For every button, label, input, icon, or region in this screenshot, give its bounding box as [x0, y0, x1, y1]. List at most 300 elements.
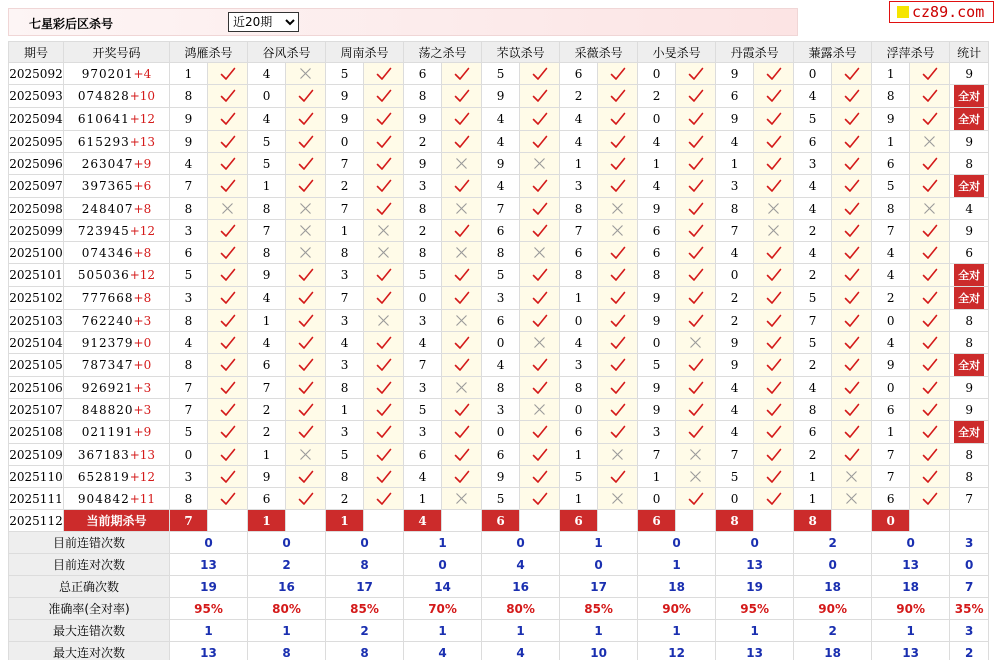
check-icon: [286, 135, 325, 149]
result-mark-cell: [364, 332, 404, 354]
draw-add-number: +0: [133, 335, 152, 350]
kill-number-cell: 6: [248, 488, 286, 510]
check-icon: [520, 425, 559, 439]
draw-add-number: +8: [133, 245, 152, 260]
check-icon: [208, 89, 247, 103]
result-mark-cell: [208, 85, 248, 108]
kill-number-cell: 9: [326, 108, 364, 131]
check-icon: [832, 157, 871, 171]
cross-icon: [442, 314, 481, 327]
check-icon: [286, 336, 325, 350]
check-icon: [442, 67, 481, 81]
check-icon: [598, 67, 637, 81]
empty-stat-cell: [950, 510, 989, 532]
check-icon: [442, 89, 481, 103]
summary-value: 90%: [794, 598, 872, 620]
kill-number-cell: 4: [716, 131, 754, 153]
current-kill-number: 1: [326, 510, 364, 532]
check-icon: [598, 470, 637, 484]
kill-number-cell: 6: [872, 488, 910, 510]
summary-value: 1: [716, 620, 794, 642]
check-icon: [364, 358, 403, 372]
kill-number-cell: 6: [794, 421, 832, 444]
kill-number-cell: 3: [716, 175, 754, 198]
kill-number-cell: 7: [170, 377, 208, 399]
result-mark-cell: [520, 220, 560, 242]
kill-number-cell: 4: [170, 153, 208, 175]
result-mark-cell: [832, 444, 872, 466]
period-cell: 2025100: [9, 242, 64, 264]
check-icon: [286, 358, 325, 372]
summary-label: 总正确次数: [9, 576, 170, 598]
kill-number-cell: 1: [326, 399, 364, 421]
result-mark-cell: [364, 264, 404, 287]
kill-number-cell: 0: [482, 332, 520, 354]
check-icon: [208, 381, 247, 395]
summary-value: 1: [560, 532, 638, 554]
result-mark-cell: [910, 220, 950, 242]
kill-number-cell: 0: [872, 377, 910, 399]
stat-cell: 9: [950, 220, 989, 242]
kill-number-cell: 6: [482, 444, 520, 466]
summary-stat-value: 3: [950, 620, 989, 642]
result-mark-cell: [598, 310, 638, 332]
current-kill-number: 0: [872, 510, 910, 532]
kill-number-cell: 0: [482, 421, 520, 444]
kill-number-cell: 8: [170, 85, 208, 108]
result-mark-cell: [520, 198, 560, 220]
kill-number-cell: 1: [872, 131, 910, 153]
summary-value: 0: [404, 554, 482, 576]
check-icon: [676, 246, 715, 260]
summary-value: 0: [794, 554, 872, 576]
result-mark-cell: [676, 377, 716, 399]
kill-number-cell: 0: [638, 488, 676, 510]
kill-number-cell: 8: [872, 85, 910, 108]
cross-icon: [910, 202, 949, 215]
check-icon: [520, 89, 559, 103]
result-mark-cell: [208, 131, 248, 153]
draw-numbers-cell: [64, 220, 170, 242]
kill-number-cell: 0: [638, 332, 676, 354]
result-mark-cell: [598, 108, 638, 131]
result-mark-cell: [364, 399, 404, 421]
check-icon: [676, 179, 715, 193]
check-icon: [364, 403, 403, 417]
cross-icon: [208, 202, 247, 215]
result-mark-cell: [832, 421, 872, 444]
kill-number-cell: 4: [482, 131, 520, 153]
check-icon: [754, 314, 793, 328]
current-kill-number: 6: [560, 510, 598, 532]
table-row: [9, 332, 989, 354]
result-mark-cell: [598, 488, 638, 510]
all-correct-badge: 全对: [954, 354, 984, 376]
result-mark-cell: [598, 444, 638, 466]
summary-value: 0: [326, 532, 404, 554]
summary-value: 18: [638, 576, 716, 598]
kill-number-cell: 0: [404, 287, 442, 310]
period-cell: 2025108: [9, 421, 64, 444]
stat-cell: 8: [950, 444, 989, 466]
kill-number-cell: 1: [638, 466, 676, 488]
kill-number-cell: 4: [716, 377, 754, 399]
result-mark-cell: [442, 85, 482, 108]
result-mark-cell: [832, 287, 872, 310]
check-icon: [676, 492, 715, 506]
result-mark-cell: [910, 310, 950, 332]
table-row: [9, 287, 989, 310]
kill-number-cell: 4: [794, 85, 832, 108]
check-icon: [676, 202, 715, 216]
draw-numbers: 926921: [81, 380, 134, 395]
check-icon: [364, 157, 403, 171]
result-mark-cell: [442, 399, 482, 421]
check-icon: [754, 67, 793, 81]
table-row: [9, 264, 989, 287]
result-mark-cell: [208, 466, 248, 488]
summary-row: [9, 598, 989, 620]
period-cell: 2025094: [9, 108, 64, 131]
result-mark-cell: [676, 399, 716, 421]
result-mark-cell: [364, 354, 404, 377]
col-header-expert: 芣苡杀号: [482, 42, 560, 63]
check-icon: [364, 112, 403, 126]
kill-number-cell: 2: [716, 310, 754, 332]
table-header-row: [9, 42, 989, 63]
check-icon: [754, 89, 793, 103]
draw-numbers-cell: [64, 399, 170, 421]
summary-stat-value: 2: [950, 642, 989, 660]
summary-value: 2: [248, 554, 326, 576]
current-kill-number: 7: [170, 510, 208, 532]
result-mark-cell: [832, 466, 872, 488]
stat-cell: 8: [950, 466, 989, 488]
check-icon: [520, 67, 559, 81]
draw-add-number: +9: [133, 425, 152, 439]
result-mark-cell: [286, 310, 326, 332]
kill-number-cell: 2: [794, 220, 832, 242]
draw-numbers: 021191: [81, 425, 134, 439]
result-mark-cell: [442, 310, 482, 332]
result-mark-cell: [910, 153, 950, 175]
summary-value: 1: [482, 620, 560, 642]
summary-value: 8: [248, 642, 326, 660]
check-icon: [442, 358, 481, 372]
result-mark-cell: [832, 63, 872, 85]
check-icon: [754, 112, 793, 126]
summary-value: 19: [716, 576, 794, 598]
result-mark-cell: [442, 332, 482, 354]
current-period-row: [9, 510, 989, 532]
result-mark-cell: [754, 310, 794, 332]
col-header-expert: 小旻杀号: [638, 42, 716, 63]
kill-number-cell: 2: [638, 85, 676, 108]
summary-value: 95%: [716, 598, 794, 620]
kill-number-cell: 3: [794, 153, 832, 175]
result-mark-cell: [598, 63, 638, 85]
check-icon: [208, 358, 247, 372]
check-icon: [520, 492, 559, 506]
draw-numbers: 904842: [77, 491, 130, 506]
kill-number-table: [8, 41, 989, 660]
kill-number-cell: 1: [872, 421, 910, 444]
check-icon: [520, 470, 559, 484]
result-mark-cell: [832, 153, 872, 175]
kill-number-cell: 7: [638, 444, 676, 466]
result-mark-cell: [286, 242, 326, 264]
check-icon: [364, 291, 403, 305]
check-icon: [832, 112, 871, 126]
check-icon: [208, 246, 247, 260]
result-mark-cell: [910, 444, 950, 466]
check-icon: [832, 336, 871, 350]
result-mark-cell: [208, 175, 248, 198]
summary-row: [9, 554, 989, 576]
result-mark-cell: [754, 198, 794, 220]
col-header-expert: 采薇杀号: [560, 42, 638, 63]
check-icon: [910, 403, 949, 417]
kill-number-cell: 4: [794, 198, 832, 220]
cross-icon: [832, 492, 871, 505]
empty-cell: [832, 510, 872, 532]
stat-cell: [950, 85, 989, 108]
result-mark-cell: [910, 287, 950, 310]
draw-numbers-cell: [64, 354, 170, 377]
kill-number-cell: 7: [326, 198, 364, 220]
summary-value: 13: [170, 642, 248, 660]
result-mark-cell: [520, 175, 560, 198]
kill-number-cell: 7: [248, 220, 286, 242]
kill-number-cell: 4: [794, 242, 832, 264]
result-mark-cell: [364, 377, 404, 399]
cross-icon: [520, 157, 559, 170]
result-mark-cell: [910, 242, 950, 264]
draw-numbers-cell: [64, 421, 170, 444]
check-icon: [442, 224, 481, 238]
current-kill-number: 6: [638, 510, 676, 532]
result-mark-cell: [520, 488, 560, 510]
result-mark-cell: [832, 175, 872, 198]
summary-value: 70%: [404, 598, 482, 620]
check-icon: [286, 112, 325, 126]
result-mark-cell: [520, 264, 560, 287]
draw-add-number: +13: [129, 134, 156, 149]
draw-numbers: 610641: [77, 112, 130, 126]
period-cell: 2025097: [9, 175, 64, 198]
check-icon: [910, 291, 949, 305]
all-correct-badge: 全对: [954, 421, 984, 443]
cross-icon: [520, 246, 559, 259]
draw-numbers: 248407: [81, 201, 134, 216]
summary-value: 1: [638, 554, 716, 576]
kill-number-cell: 5: [872, 175, 910, 198]
check-icon: [832, 403, 871, 417]
result-mark-cell: [520, 421, 560, 444]
result-mark-cell: [364, 242, 404, 264]
kill-number-cell: 3: [560, 354, 598, 377]
summary-value: 13: [170, 554, 248, 576]
check-icon: [754, 268, 793, 282]
result-mark-cell: [208, 444, 248, 466]
kill-number-cell: 5: [170, 421, 208, 444]
result-mark-cell: [520, 466, 560, 488]
kill-number-cell: 2: [794, 354, 832, 377]
result-mark-cell: [520, 354, 560, 377]
cross-icon: [286, 202, 325, 215]
draw-numbers: 263047: [81, 156, 134, 171]
check-icon: [208, 336, 247, 350]
kill-number-cell: 5: [794, 108, 832, 131]
result-mark-cell: [676, 63, 716, 85]
summary-row: [9, 532, 989, 554]
check-icon: [754, 358, 793, 372]
draw-numbers: 970201: [81, 66, 134, 81]
stat-cell: [950, 175, 989, 198]
result-mark-cell: [598, 399, 638, 421]
result-mark-cell: [208, 153, 248, 175]
check-icon: [286, 425, 325, 439]
result-mark-cell: [286, 108, 326, 131]
check-icon: [910, 224, 949, 238]
result-mark-cell: [208, 287, 248, 310]
current-period-cell: 2025112: [9, 510, 64, 532]
kill-number-cell: 9: [638, 399, 676, 421]
period-range-select[interactable]: [228, 12, 299, 32]
check-icon: [754, 179, 793, 193]
cross-icon: [520, 336, 559, 349]
summary-value: 0: [716, 532, 794, 554]
kill-number-cell: 5: [794, 287, 832, 310]
col-header-expert: 谷风杀号: [248, 42, 326, 63]
cross-icon: [442, 246, 481, 259]
kill-number-cell: 4: [794, 377, 832, 399]
check-icon: [364, 381, 403, 395]
check-icon: [598, 89, 637, 103]
kill-number-cell: 4: [248, 332, 286, 354]
kill-number-cell: 4: [248, 287, 286, 310]
kill-number-cell: 8: [248, 242, 286, 264]
stat-cell: 6: [950, 242, 989, 264]
check-icon: [286, 291, 325, 305]
check-icon: [208, 448, 247, 462]
draw-numbers-cell: [64, 377, 170, 399]
check-icon: [364, 67, 403, 81]
draw-numbers: 074828: [77, 89, 130, 103]
kill-number-cell: 8: [560, 264, 598, 287]
draw-numbers: 912379: [81, 335, 134, 350]
summary-value: 0: [872, 532, 950, 554]
result-mark-cell: [286, 421, 326, 444]
result-mark-cell: [364, 220, 404, 242]
result-mark-cell: [910, 332, 950, 354]
check-icon: [286, 268, 325, 282]
draw-numbers-cell: [64, 131, 170, 153]
kill-number-cell: 4: [716, 399, 754, 421]
draw-numbers: 397365: [81, 179, 134, 193]
result-mark-cell: [286, 377, 326, 399]
empty-cell: [364, 510, 404, 532]
result-mark-cell: [754, 63, 794, 85]
check-icon: [208, 67, 247, 81]
kill-number-cell: 5: [248, 131, 286, 153]
result-mark-cell: [910, 466, 950, 488]
kill-number-cell: 0: [170, 444, 208, 466]
result-mark-cell: [208, 220, 248, 242]
kill-number-cell: 3: [638, 421, 676, 444]
result-mark-cell: [286, 332, 326, 354]
kill-number-cell: 3: [326, 310, 364, 332]
check-icon: [442, 403, 481, 417]
result-mark-cell: [676, 108, 716, 131]
kill-number-cell: 4: [872, 264, 910, 287]
draw-numbers: 615293: [77, 134, 130, 149]
kill-number-cell: 7: [326, 287, 364, 310]
check-icon: [832, 179, 871, 193]
result-mark-cell: [598, 242, 638, 264]
kill-number-cell: 4: [638, 175, 676, 198]
check-icon: [910, 314, 949, 328]
kill-number-cell: 7: [872, 444, 910, 466]
result-mark-cell: [208, 264, 248, 287]
result-mark-cell: [676, 264, 716, 287]
check-icon: [832, 246, 871, 260]
check-icon: [442, 448, 481, 462]
current-kill-number: 6: [482, 510, 520, 532]
kill-number-cell: 9: [872, 354, 910, 377]
table-row: [9, 85, 989, 108]
logo-square-icon: [897, 6, 909, 18]
result-mark-cell: [364, 175, 404, 198]
summary-stat-value: 35%: [950, 598, 989, 620]
kill-number-cell: 4: [404, 466, 442, 488]
result-mark-cell: [364, 108, 404, 131]
result-mark-cell: [364, 198, 404, 220]
empty-cell: [208, 510, 248, 532]
kill-number-cell: 8: [560, 198, 598, 220]
cross-icon: [442, 202, 481, 215]
result-mark-cell: [910, 175, 950, 198]
summary-label: 目前连错次数: [9, 532, 170, 554]
check-icon: [520, 179, 559, 193]
col-header-expert: 鸿雁杀号: [170, 42, 248, 63]
kill-number-cell: 7: [716, 444, 754, 466]
check-icon: [208, 314, 247, 328]
summary-label: 最大连对次数: [9, 642, 170, 660]
site-logo[interactable]: [889, 1, 994, 23]
kill-number-cell: 1: [560, 287, 598, 310]
kill-number-cell: 9: [170, 108, 208, 131]
draw-add-number: +12: [129, 469, 156, 484]
kill-number-cell: 2: [248, 399, 286, 421]
kill-number-cell: 5: [404, 399, 442, 421]
check-icon: [520, 448, 559, 462]
kill-number-cell: 8: [638, 264, 676, 287]
draw-numbers-cell: [64, 63, 170, 85]
kill-number-cell: 8: [170, 198, 208, 220]
kill-number-cell: 5: [560, 466, 598, 488]
kill-number-cell: 3: [482, 287, 520, 310]
result-mark-cell: [754, 264, 794, 287]
summary-value: 12: [638, 642, 716, 660]
draw-numbers-cell: [64, 332, 170, 354]
kill-number-cell: 6: [560, 242, 598, 264]
result-mark-cell: [832, 242, 872, 264]
result-mark-cell: [598, 332, 638, 354]
result-mark-cell: [442, 198, 482, 220]
kill-number-cell: 5: [638, 354, 676, 377]
result-mark-cell: [754, 287, 794, 310]
